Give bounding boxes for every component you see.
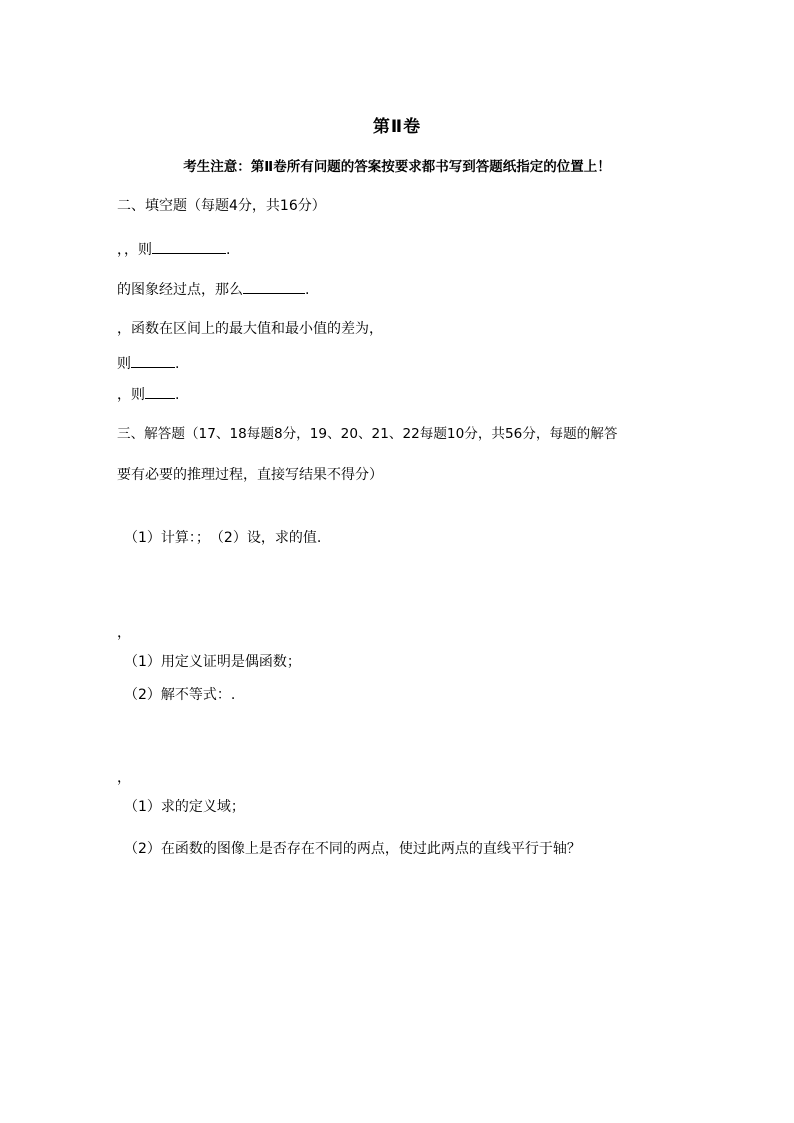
answer-blank-16 <box>145 384 175 399</box>
question-16-end: . <box>175 387 180 403</box>
page-title: 第Ⅱ卷 <box>372 117 422 137</box>
answer-blank-14 <box>243 279 305 294</box>
question-18-intro: ， <box>117 625 131 641</box>
question-14-end: . <box>305 282 310 298</box>
fill-section-heading: 二、填空题（每题4分，共16分） <box>117 198 326 214</box>
question-14 <box>117 279 309 299</box>
question-17: （1）计算：； （2）设，求的值. <box>124 530 322 546</box>
question-18-part-1: （1）用定义证明是偶函数； <box>124 654 301 670</box>
question-15: ，函数在区间上的最大值和最小值的差为， <box>117 321 383 337</box>
question-15-answer <box>117 353 179 373</box>
question-16 <box>117 384 179 404</box>
question-19-part-2: （2）在函数的图像上是否存在不同的两点，使过此两点的直线平行于轴？ <box>124 841 581 857</box>
question-15-text: 则 <box>117 356 131 372</box>
question-13-end: . <box>226 242 231 258</box>
question-15-end: . <box>175 356 180 372</box>
answer-blank-13 <box>152 239 226 254</box>
question-13-text: ，，则 <box>117 242 152 258</box>
question-16-text: ，则 <box>117 387 145 403</box>
question-14-text: 的图象经过点，那么 <box>117 282 243 298</box>
solve-section-heading: 三、解答题（17、18每题8分，19、20、21、22每题10分，共56分，每题的解答 <box>117 426 618 442</box>
question-19-intro: ， <box>117 770 131 786</box>
question-13 <box>117 239 230 259</box>
answer-blank-15 <box>131 353 175 368</box>
exam-notice: 考生注意：第Ⅱ卷所有问题的答案按要求都书写到答题纸指定的位置上！ <box>183 159 611 175</box>
solve-section-heading-cont: 要有必要的推理过程，直接写结果不得分） <box>117 467 383 483</box>
question-19-part-1: （1）求的定义域； <box>124 799 245 815</box>
question-18-part-2: （2）解不等式：. <box>124 687 236 703</box>
